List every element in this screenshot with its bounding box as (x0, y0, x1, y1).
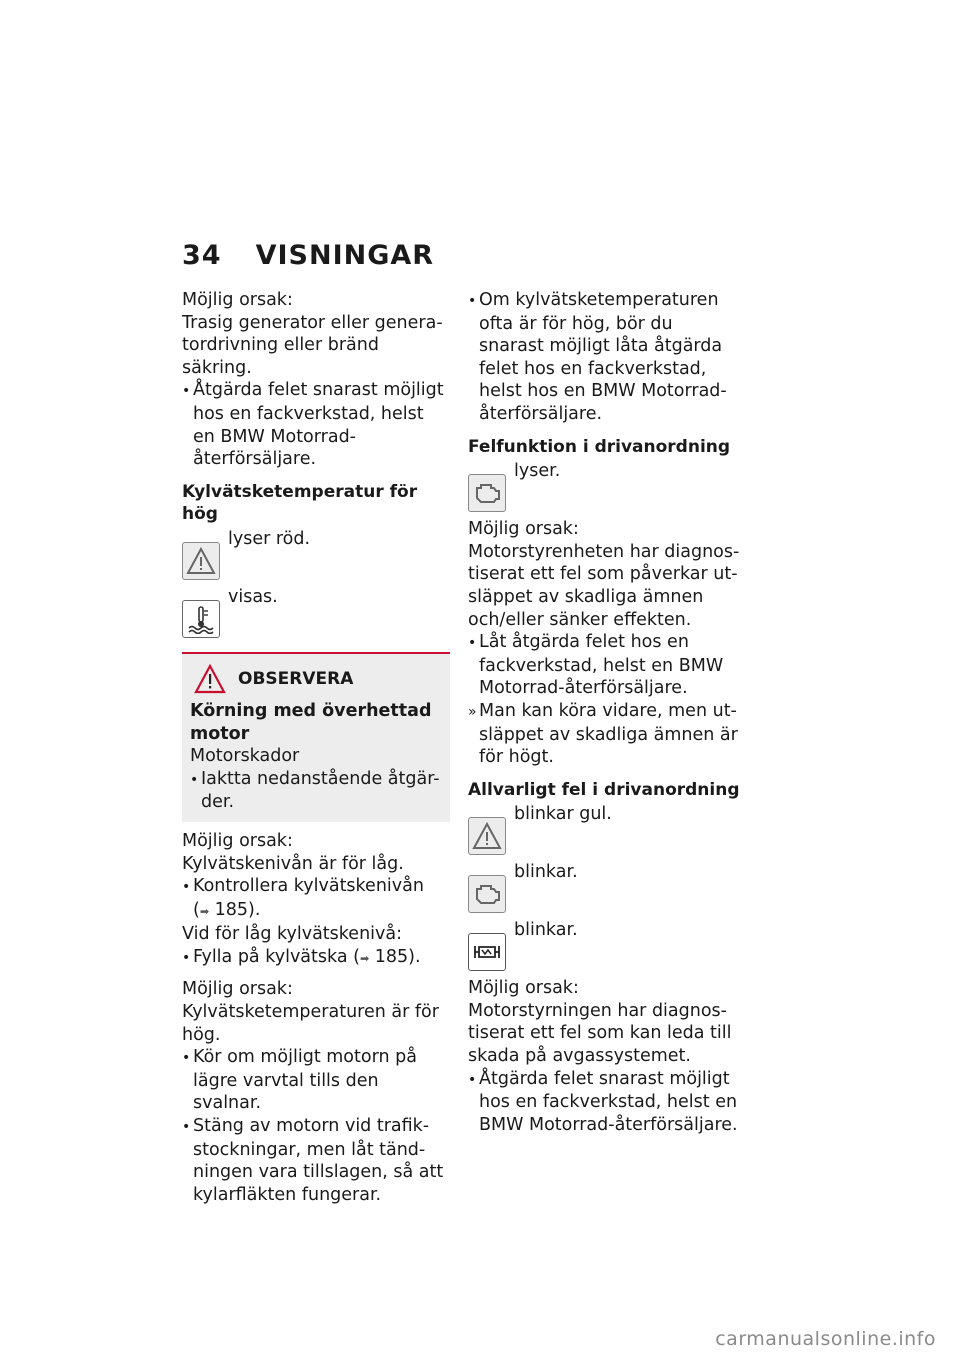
cause-text: Trasig generator eller genera-tordrivning eller bränd säkring. (182, 312, 443, 378)
lamp-row (182, 586, 450, 638)
cause-text: Kylvätsketemperaturen är för hög. (182, 1002, 439, 1045)
page-reference: 185). (374, 946, 421, 967)
lamp-description: blinkar. (514, 920, 578, 941)
right-column (468, 289, 740, 1136)
notice-title: OBSERVERA (238, 668, 354, 689)
page-heading: VISNINGAR (255, 240, 435, 271)
action-item: • Låt åtgärda felet hos en fackverkstad, helst en BMW Motorrad-återförsäljare. (468, 631, 740, 700)
action-item: • Kontrollera kylvätskenivån (➡ 185). (182, 875, 450, 923)
action-item: • Åtgärda felet snarast möjligt hos en fackverkstad, helst en BMW Motorrad-återförsäljare. (468, 1068, 740, 1137)
lamp-description: blinkar. (514, 862, 578, 883)
action-text: Fylla på kylvätska ( (193, 946, 360, 967)
action-item: • Kör om möjligt motorn på lägre varvtal tills den svalnar. (182, 1046, 450, 1115)
action-item (182, 946, 450, 971)
coolant-temperature-icon (182, 600, 220, 638)
result-item: » Man kan köra vidare, men ut-släppet av skadliga ämnen är för högt. (468, 700, 740, 769)
action-text: Kontrollera kylvätskenivån (193, 876, 424, 897)
engine-check-icon (468, 875, 506, 913)
page-reference: 185). (214, 899, 261, 920)
cause-label: Möjlig orsak: (468, 978, 579, 999)
low-level-label: Vid för låg kylvätskenivå: (182, 924, 402, 945)
section-heading-serious-fault: Allvarligt fel i drivanordning (468, 779, 740, 800)
cause-label: Möjlig orsak: (182, 979, 293, 1000)
lamp-description: blinkar gul. (514, 804, 612, 825)
notice-action: • Iaktta nedanstående åtgär-der. (190, 768, 442, 814)
notice-consequence: Motorskador (190, 746, 300, 767)
action-item: • Om kylvätsketemperaturen ofta är för hög, bör du snarast möjligt låta åtgärda felet hos en fackverkstad, helst hos en BMW Motorrad-återförsäljare. (468, 289, 740, 426)
warning-triangle-icon (182, 542, 220, 580)
cause-text: Motorstyrenheten har diagnos-tiserat ett fel som påverkar ut-släppet av skadliga ämnen och/eller sänker effekten. (468, 541, 740, 630)
warning-triangle-icon (468, 817, 506, 855)
cause-label: Möjlig orsak: (182, 830, 293, 851)
notice-heading: Körning med överhettad motor (190, 700, 432, 744)
watermark[interactable]: carmanualsonline.info (715, 1328, 936, 1350)
notice-title-row (190, 664, 442, 694)
lamp-row (468, 803, 740, 855)
action-item: • Stäng av motorn vid trafik-stockningar, men låt tänd-ningen vara tillslagen, så att kylarfläkten fungerar. (182, 1115, 450, 1206)
warning-triangle-icon (194, 664, 226, 694)
lamp-row (182, 528, 450, 580)
cause-label: Möjlig orsak: (182, 290, 293, 310)
cause-text: Kylvätskenivån är för låg. (182, 853, 404, 874)
lamp-description: lyser röd. (228, 528, 311, 549)
cause-label: Möjlig orsak: (468, 519, 579, 540)
engine-check-icon (468, 474, 506, 512)
notice-box (182, 652, 450, 822)
lamp-row (468, 460, 740, 512)
section-heading-coolant: Kylvätsketemperatur för hög (182, 481, 418, 525)
left-column (182, 289, 450, 1206)
page-header (182, 240, 434, 271)
lamp-row (468, 861, 740, 913)
action-item: • Åtgärda felet snarast möjligt hos en fackverkstad, helst en BMW Motorrad-återförsäljare. (182, 379, 450, 470)
lamp-description: visas. (228, 586, 278, 607)
arrow-icon: ➡ (359, 951, 370, 965)
lamp-row (468, 919, 740, 971)
arrow-icon: ➡ (199, 904, 210, 918)
exhaust-icon (468, 933, 506, 971)
page-number: 34 (182, 240, 222, 271)
section-heading-drive-fault: Felfunktion i drivanordning (468, 436, 731, 457)
cause-text: Motorstyrningen har diagnos-tiserat ett fel som kan leda till skada på avgassystemet. (468, 1000, 732, 1067)
lamp-description: lyser. (514, 461, 561, 482)
